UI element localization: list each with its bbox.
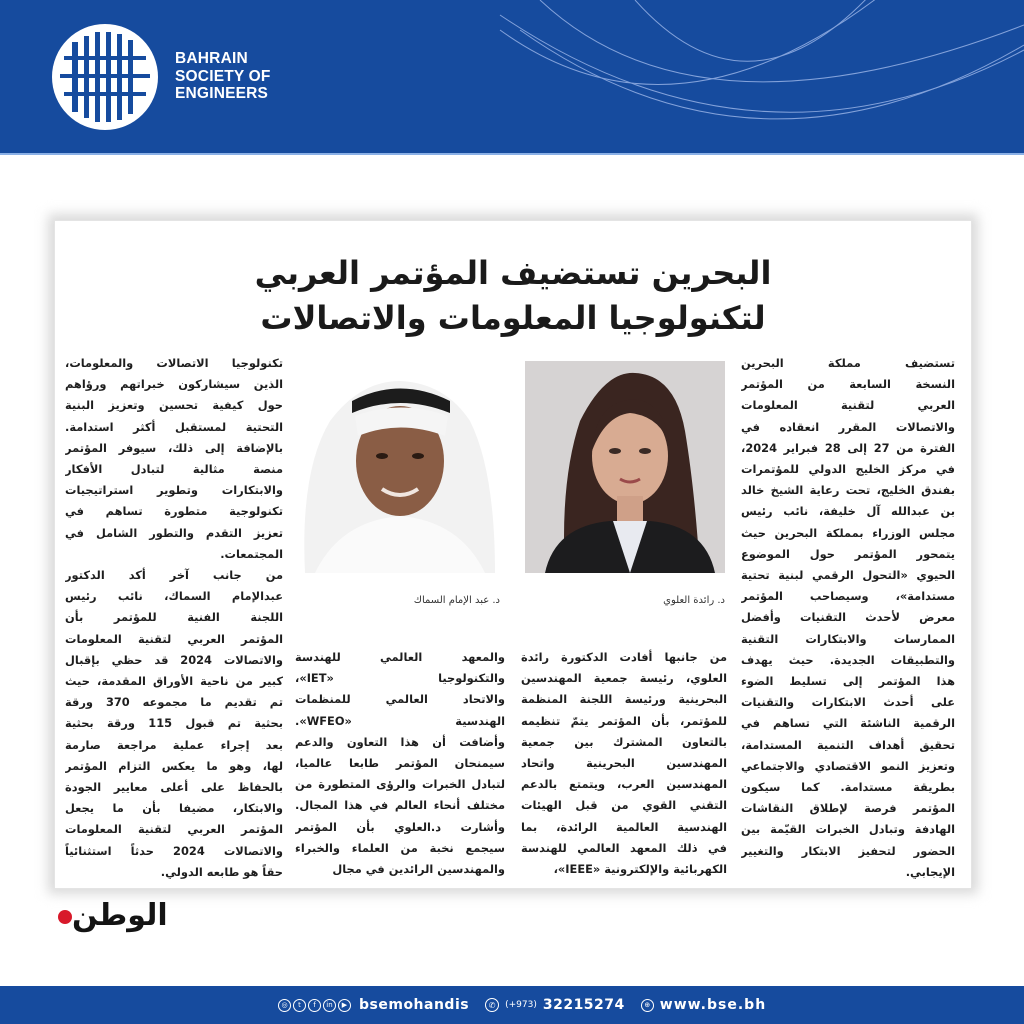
article-line: منصة مثالية لتبادل الأفكار [65, 462, 283, 477]
header-divider [0, 153, 1024, 155]
article-line: حول كيفية تحسين وتعزيز البنية [65, 398, 283, 413]
article-column-left [65, 353, 283, 883]
headline-line-1: البحرين تستضيف المؤتمر العربي [254, 254, 772, 292]
brand-line-2: SOCIETY OF [175, 67, 271, 85]
article-column-middle-right [521, 647, 727, 880]
article-line: على أحدث الابتكارات والتقنيات [741, 695, 955, 710]
article-line: المجتمعات. [220, 546, 283, 561]
article-line: المهندسين العرب، ويتمتع بالدعم [521, 777, 727, 792]
article-line: بالإضافة إلى ذلك، سيوفر المؤتمر [65, 440, 283, 455]
article-line: عبدالإمام السماك، نائب رئيس [65, 589, 283, 604]
phone-number[interactable]: 32215274 [542, 997, 625, 1013]
article-line: الرقمية الناشئة التي تساهم في [741, 716, 955, 731]
article-line: تعزيز التقدم والتطور الشامل في [65, 525, 283, 540]
article-line: العلوي، رئيسة جمعية المهندسين [521, 671, 727, 686]
brand-line-1: BAHRAIN [175, 50, 248, 67]
article-line: والاتصالات المقرر انعقاده في [741, 419, 955, 434]
article-column-right [741, 353, 955, 883]
woman-portrait-image [525, 361, 725, 573]
facebook-icon[interactable]: f [308, 999, 321, 1012]
article-line: بحثية تم قبول 115 ورقة بحثية [65, 716, 283, 731]
article-headline [55, 251, 971, 341]
article-line: الكهربائية والإلكترونية «IEEE»، [553, 862, 727, 877]
whatsapp-icon: ✆ [485, 998, 499, 1012]
article-line: لتبادل الخبرات والرؤى المتطورة من [295, 777, 505, 792]
article-line: مختلف أنحاء العالم في هذا المجال. [295, 798, 505, 813]
article-line: بن عبدالله آل خليفة، نائب رئيس [741, 504, 955, 519]
photo-abdulemam-alsammak [300, 361, 500, 573]
article-line: الممارسات والابتكارات التقنية [741, 631, 955, 646]
article-line: كبير من ناحية الأوراق المقدمة، حيث [65, 674, 283, 689]
footer-contacts [278, 986, 766, 1024]
article-line: الحضور لتحفيز الابتكار والتغيير [741, 843, 955, 858]
al-watan-logo [56, 898, 168, 934]
article-line: البحرينية ورئيسة اللجنة المنظمة [521, 692, 727, 707]
article-line: بفندق الخليج، تحت رعاية الشيخ خالد [741, 483, 955, 498]
article-line: وأضافت أن هذا التعاون والدعم [295, 734, 505, 749]
article-line: بطريقة مستدامة. كما سيكون [741, 780, 955, 795]
article-line: التقني القوي من قبل الهيئات [521, 798, 727, 813]
caption-raeda-alalawi: د. رائدة العلوي [663, 595, 725, 606]
man-portrait-image [300, 361, 500, 573]
article-line: النسخة السابعة من المؤتمر [741, 377, 955, 392]
article-line: في مركز الخليج الدولي للمؤتمرات [741, 462, 955, 477]
article-line: الذين سيشاركون خبراتهم ورؤاهم [65, 377, 283, 392]
article-line: والابتكار، مضيفا بأن ما يجعل [65, 801, 283, 816]
article-line: وتعزيز النمو الاقتصادي والاجتماعي [741, 758, 955, 773]
article-column-middle-left [295, 647, 505, 880]
phone-prefix: (+973) [505, 1000, 537, 1010]
article-line: بالتعاون المشترك بين جمعية [521, 734, 727, 749]
article-line: في ذلك المعهد العالمي للهندسة [521, 840, 727, 855]
article-line: المؤتمر العربي لتقنية المعلومات [65, 822, 283, 837]
header-banner [0, 0, 1024, 155]
article-line: تحقيق أهداف التنمية المستدامة، [741, 737, 955, 752]
newspaper-clipping [54, 220, 972, 889]
article-line: من جانبها أفادت الدكتورة رائدة [521, 650, 727, 664]
article-line: للمؤتمر، بأن المؤتمر يتمّ تنظيمه [521, 713, 727, 728]
article-line: الحيوي «التحول الرقمي لبنية تحتية [741, 568, 955, 583]
article-line: الهندسية العالمية الرائدة، بما [521, 819, 727, 834]
article-line: لها، وهو ما يعكس التزام المؤتمر [65, 758, 283, 773]
article-line: هذا المؤتمر إلى تسليط الضوء [741, 674, 955, 689]
article-line: والابتكارات وتطوير استراتيجيات [65, 483, 283, 498]
caption-abdulemam-alsammak: د. عبد الإمام السماك [413, 595, 500, 606]
headline-line-2: لتكنولوجيا المعلومات والاتصالات [260, 299, 766, 337]
article-line: بعد إجراء عملية مراجعة صارمة [65, 737, 283, 752]
article-line: مجلس الوزراء بمملكة البحرين حيث [741, 525, 955, 540]
youtube-icon[interactable]: ▶ [338, 999, 351, 1012]
article-line: والتطبيقات الجديدة. حيث يهدف [741, 652, 955, 667]
twitter-icon[interactable]: t [293, 999, 306, 1012]
article-line: التحتية لمستقبل أكثر استدامة. [65, 419, 283, 434]
brand-name [175, 50, 271, 103]
article-line: تستضيف مملكة البحرين [741, 356, 955, 370]
brand-line-3: ENGINEERS [175, 85, 269, 102]
article-line: وأشارت د.العلوي بأن المؤتمر [295, 819, 505, 834]
article-line: تم تقديم ما مجموعه 370 ورقة [65, 695, 283, 710]
article-line: تكنولوجيا الاتصالات والمعلومات، [65, 356, 283, 370]
article-line: المؤتمر العربي لتقنية المعلومات [65, 631, 283, 646]
article-line: المؤتمر فرصة لإطلاق النقاشات [741, 801, 955, 816]
article-line: الإيجابي. [905, 864, 955, 879]
article-line: مستدامة»، وسيصاحب المؤتمر [741, 589, 955, 604]
article-line: بالحفاظ على أعلى معايير الجودة [65, 780, 283, 795]
linkedin-icon[interactable]: in [323, 999, 336, 1012]
article-line: سيجمع نخبة من العلماء والخبراء [295, 840, 505, 855]
article-line: والاتصالات 2024 حدثاً استثنائياً [65, 843, 283, 858]
article-line: معرض لأحدث التقنيات وأفضل [741, 610, 955, 625]
bse-calligraphy-logo-icon [50, 22, 160, 132]
article-line: حقاً هو طابعه الدولي. [160, 864, 283, 879]
article-line: العربي لتقنية المعلومات [741, 398, 955, 413]
article-line: سيمنحان المؤتمر طابعا عالميا، [295, 756, 505, 771]
globe-icon: ⊕ [641, 999, 654, 1012]
article-line: والمعهد العالمي للهندسة [295, 650, 505, 664]
social-handle[interactable]: bsemohandis [359, 997, 470, 1013]
article-line: من جانب آخر أكد الدكتور [65, 568, 283, 583]
article-line: الهادفة وتبادل الخبرات القيّمة بين [741, 822, 955, 837]
article-line: تكنولوجية متطورة تساهم في [65, 504, 283, 519]
instagram-icon[interactable]: ◎ [278, 999, 291, 1012]
social-icons [278, 999, 351, 1012]
article-line: والتكنولوجيا «IET»، [295, 671, 505, 686]
photo-raeda-alalawi [525, 361, 725, 573]
article-line: والاتصالات 2024 قد حظي بإقبال [65, 652, 283, 667]
article-line: يتمحور المؤتمر حول الموضوع [741, 546, 955, 561]
footer-bar [0, 986, 1024, 1024]
article-line: اللجنة الفنية للمؤتمر بأن [65, 610, 283, 625]
article-line: الفترة من 27 إلى 28 فبراير 2024، [741, 440, 955, 455]
article-line: والمهندسين الرائدين في مجال [332, 862, 505, 877]
article-line: الهندسية «WFEO». [295, 713, 505, 728]
article-line: المهندسين البحرينية واتحاد [521, 756, 727, 771]
red-dot-icon [58, 910, 72, 924]
al-watan-logo-text: الوطن [72, 898, 168, 933]
website-link[interactable]: www.bse.bh [659, 997, 767, 1013]
article-line: والاتحاد العالمي للمنظمات [295, 692, 505, 707]
